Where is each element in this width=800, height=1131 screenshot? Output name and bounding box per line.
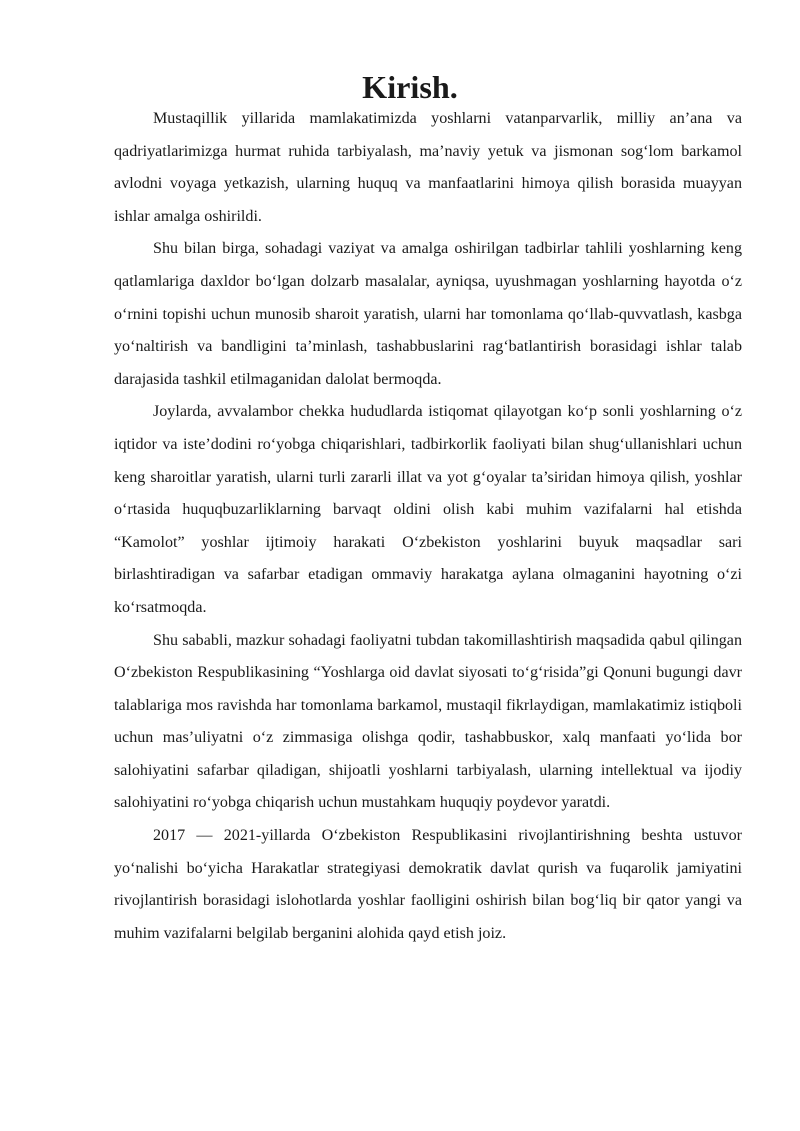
paragraph-5: 2017 — 2021-yillarda O‘zbekiston Respublikasini rivojlantirishning beshta ustuvor yo‘nalishi bo‘yicha Harakatlar strategiyasi demokratik davlat qurish va fuqarolik jamiyatini rivojlantirish borasidagi islohotlarda yoshlar faolligini oshirish bilan bog‘liq bir qator yangi va muhim vazifalarni belgilab berganini alohida qayd etish joiz. — [114, 827, 742, 942]
paragraph-2: Shu bilan birga, sohadagi vaziyat va amalga oshirilgan tadbirlar tahlili yoshlarning keng qatlamlariga daxldor bo‘lgan dolzarb masalalar, ayniqsa, uyushmagan yoshlarning hayotda o‘z o‘rnini topishi uchun munosib sharoit yaratish, ularni har tomonlama qo‘llab-quvvatlash, kasbga yo‘naltirish va bandligini ta’minlash, tashabbuslarini rag‘batlantirish borasidagi ishlar talab darajasida tashkil etilmaganidan dalolat bermoqda. — [114, 240, 742, 388]
section-title: Kirish. — [362, 69, 458, 105]
paragraph-4: Shu sababli, mazkur sohadagi faoliyatni tubdan takomillashtirish maqsadida qabul qilingan O‘zbekiston Respublikasining “Yoshlarga oid davlat siyosati to‘g‘risida”gi Qonuni bugungi davr talablariga mos ravishda har tomonlama barkamol, mustaqil fikrlaydigan, mamlakatimiz istiqboli uchun mas’uliyatni o‘z zimmasiga olishga qodir, tashabbuskor, xalq manfaati yo‘lida bor salohiyatini safarbar qiladigan, shijoatli yoshlarni tarbiyalash, ularning intellektual va ijodiy salohiyatini ro‘yobga chiqarish uchun mustahkam huquqiy poydevor yaratdi. — [114, 631, 742, 812]
document-page — [114, 71, 742, 950]
paragraph-3: Joylarda, avvalambor chekka hududlarda istiqomat qilayotgan ko‘p sonli yoshlarning o‘z iqtidor va iste’dodini ro‘yobga chiqarishlari, tadbirkorlik faoliyati bilan shug‘ullanishlari uchun keng sharoitlar yaratish, ularni turli zararli illat va yot g‘oyalar ta’siridan himoya qilish, yoshlar o‘rtasida huquqbuzarliklarning barvaqt oldini olish kabi muhim vazifalarni hal etishda “Kamolot” yoshlar ijtimoiy harakati O‘zbekiston yoshlarini buyuk maqsadlar sari birlashtiradigan va safarbar etadigan ommaviy harakatga aylana olmaganini hayotning o‘zi ko‘rsatmoqda. — [114, 403, 742, 616]
paragraph-1: Mustaqillik yillarida mamlakatimizda yoshlarni vatanparvarlik, milliy an’ana va qadriyatlarimizga hurmat ruhida tarbiyalash, ma’naviy yetuk va jismonan sog‘lom barkamol avlodni voyaga yetkazish, ularning huquq va manfaatlarini himoya qilish borasida muayyan ishlar amalga oshirildi. — [114, 110, 742, 225]
